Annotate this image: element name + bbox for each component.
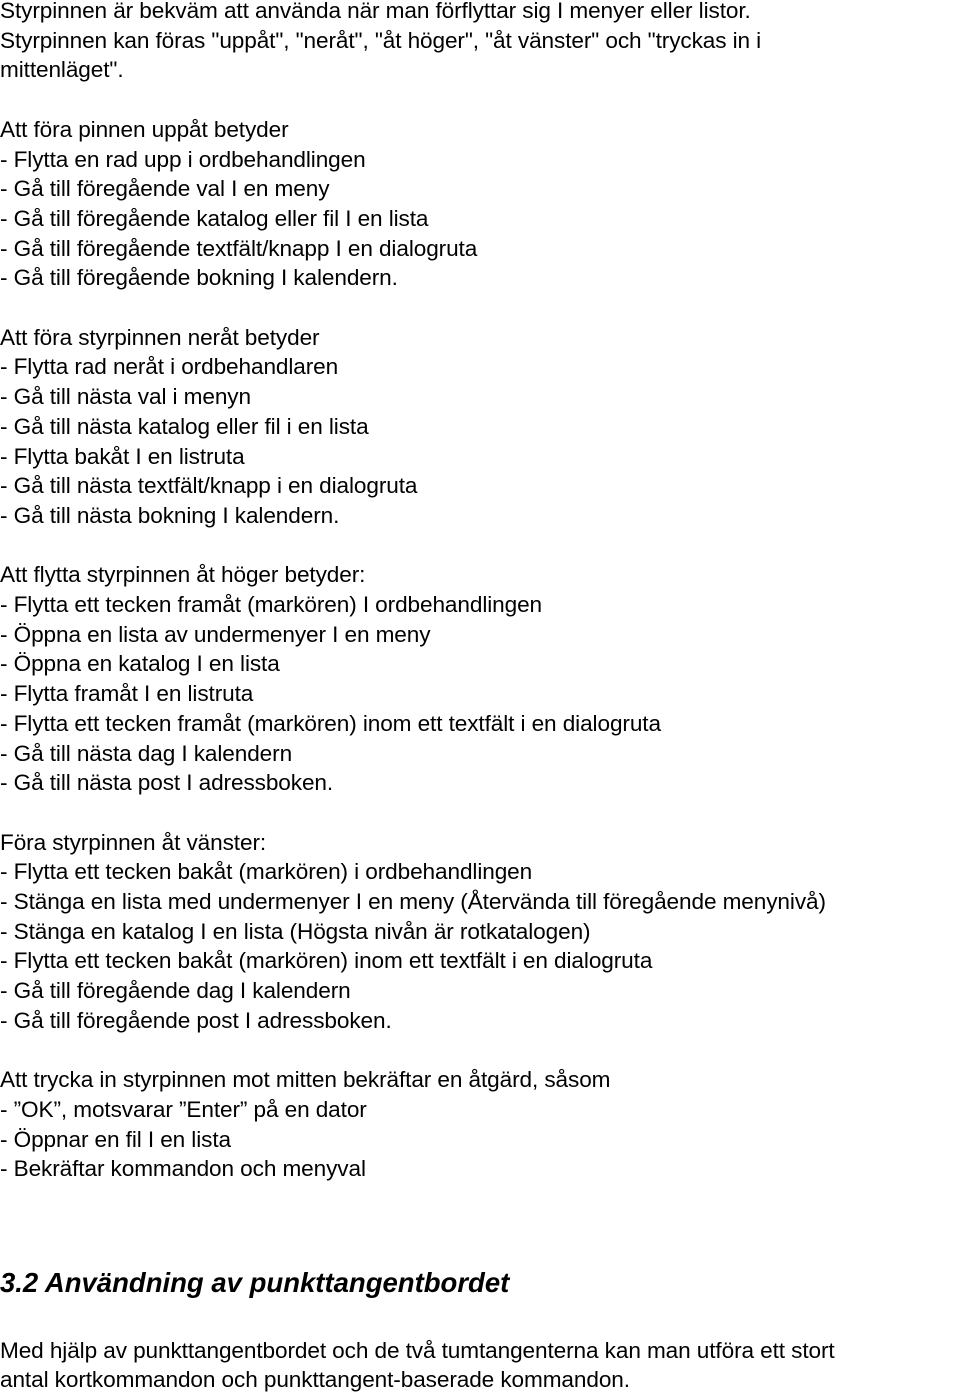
section-down-item: - Gå till nästa val i menyn bbox=[0, 384, 251, 410]
closing-line: antal kortkommandon och punkttangent-baserade kommandon. bbox=[0, 1367, 630, 1393]
section-up-item: - Gå till föregående textfält/knapp I en dialogruta bbox=[0, 235, 478, 261]
section-right-item: - Flytta framåt I en listruta bbox=[0, 681, 254, 707]
section-up-item: - Gå till föregående bokning I kalendern. bbox=[0, 265, 398, 291]
section-right-item: - Öppna en katalog I en lista bbox=[0, 651, 280, 677]
section-heading: 3.2 Användning av punkttangentbordet bbox=[0, 1267, 510, 1298]
section-left-item: - Stänga en katalog I en lista (Högsta nivån är rotkatalogen) bbox=[0, 918, 591, 944]
section-down-item: - Gå till nästa katalog eller fil i en lista bbox=[0, 413, 369, 439]
section-left-item: - Flytta ett tecken bakåt (markören) i ordbehandlingen bbox=[0, 859, 533, 885]
section-right-item: - Gå till nästa post I adressboken. bbox=[0, 770, 334, 796]
section-right-item: - Gå till nästa dag I kalendern bbox=[0, 740, 293, 766]
section-left-title: Föra styrpinnen åt vänster: bbox=[0, 829, 267, 855]
intro-line: mittenläget". bbox=[0, 57, 124, 83]
section-up-item: - Flytta en rad upp i ordbehandlingen bbox=[0, 146, 366, 172]
section-right-title: Att flytta styrpinnen åt höger betyder: bbox=[0, 562, 366, 588]
section-up-title: Att föra pinnen uppåt betyder bbox=[0, 116, 289, 142]
section-up-item: - Gå till föregående val I en meny bbox=[0, 176, 330, 202]
section-left-item: - Stänga en lista med undermenyer I en meny (Återvända till föregående menynivå) bbox=[0, 889, 826, 914]
section-left-item: - Gå till föregående dag I kalendern bbox=[0, 978, 351, 1004]
section-down-item: - Gå till nästa textfält/knapp i en dialogruta bbox=[0, 473, 418, 499]
section-up-item: - Gå till föregående katalog eller fil I en lista bbox=[0, 205, 429, 231]
section-right-item: - Flytta ett tecken framåt (markören) I ordbehandlingen bbox=[0, 592, 543, 617]
section-right-item: - Flytta ett tecken framåt (markören) inom ett textfält i en dialogruta bbox=[0, 710, 661, 736]
section-press-title: Att trycka in styrpinnen mot mitten bekräftar en åtgärd, såsom bbox=[0, 1067, 611, 1093]
section-down-item: - Gå till nästa bokning I kalendern. bbox=[0, 502, 340, 528]
section-right-item: - Öppna en lista av undermenyer I en meny bbox=[0, 621, 431, 647]
section-left-item: - Flytta ett tecken bakåt (markören) inom ett textfält i en dialogruta bbox=[0, 948, 653, 974]
section-press-item: - Bekräftar kommandon och menyval bbox=[0, 1156, 366, 1182]
section-down-title: Att föra styrpinnen neråt betyder bbox=[0, 324, 320, 350]
intro-line: Styrpinnen är bekväm att använda när man förflyttar sig I menyer eller listor. bbox=[0, 0, 751, 23]
section-press-item: - ”OK”, motsvarar ”Enter” på en dator bbox=[0, 1096, 367, 1122]
section-press-item: - Öppnar en fil I en lista bbox=[0, 1126, 231, 1152]
section-left-item: - Gå till föregående post I adressboken. bbox=[0, 1007, 392, 1033]
closing-line: Med hjälp av punkttangentbordet och de två tumtangenterna kan man utföra ett stort bbox=[0, 1337, 835, 1363]
intro-line: Styrpinnen kan föras "uppåt", "neråt", "åt höger", "åt vänster" och "tryckas in i bbox=[0, 27, 762, 53]
section-down-item: - Flytta bakåt I en listruta bbox=[0, 443, 245, 469]
section-down-item: - Flytta rad neråt i ordbehandlaren bbox=[0, 354, 339, 380]
